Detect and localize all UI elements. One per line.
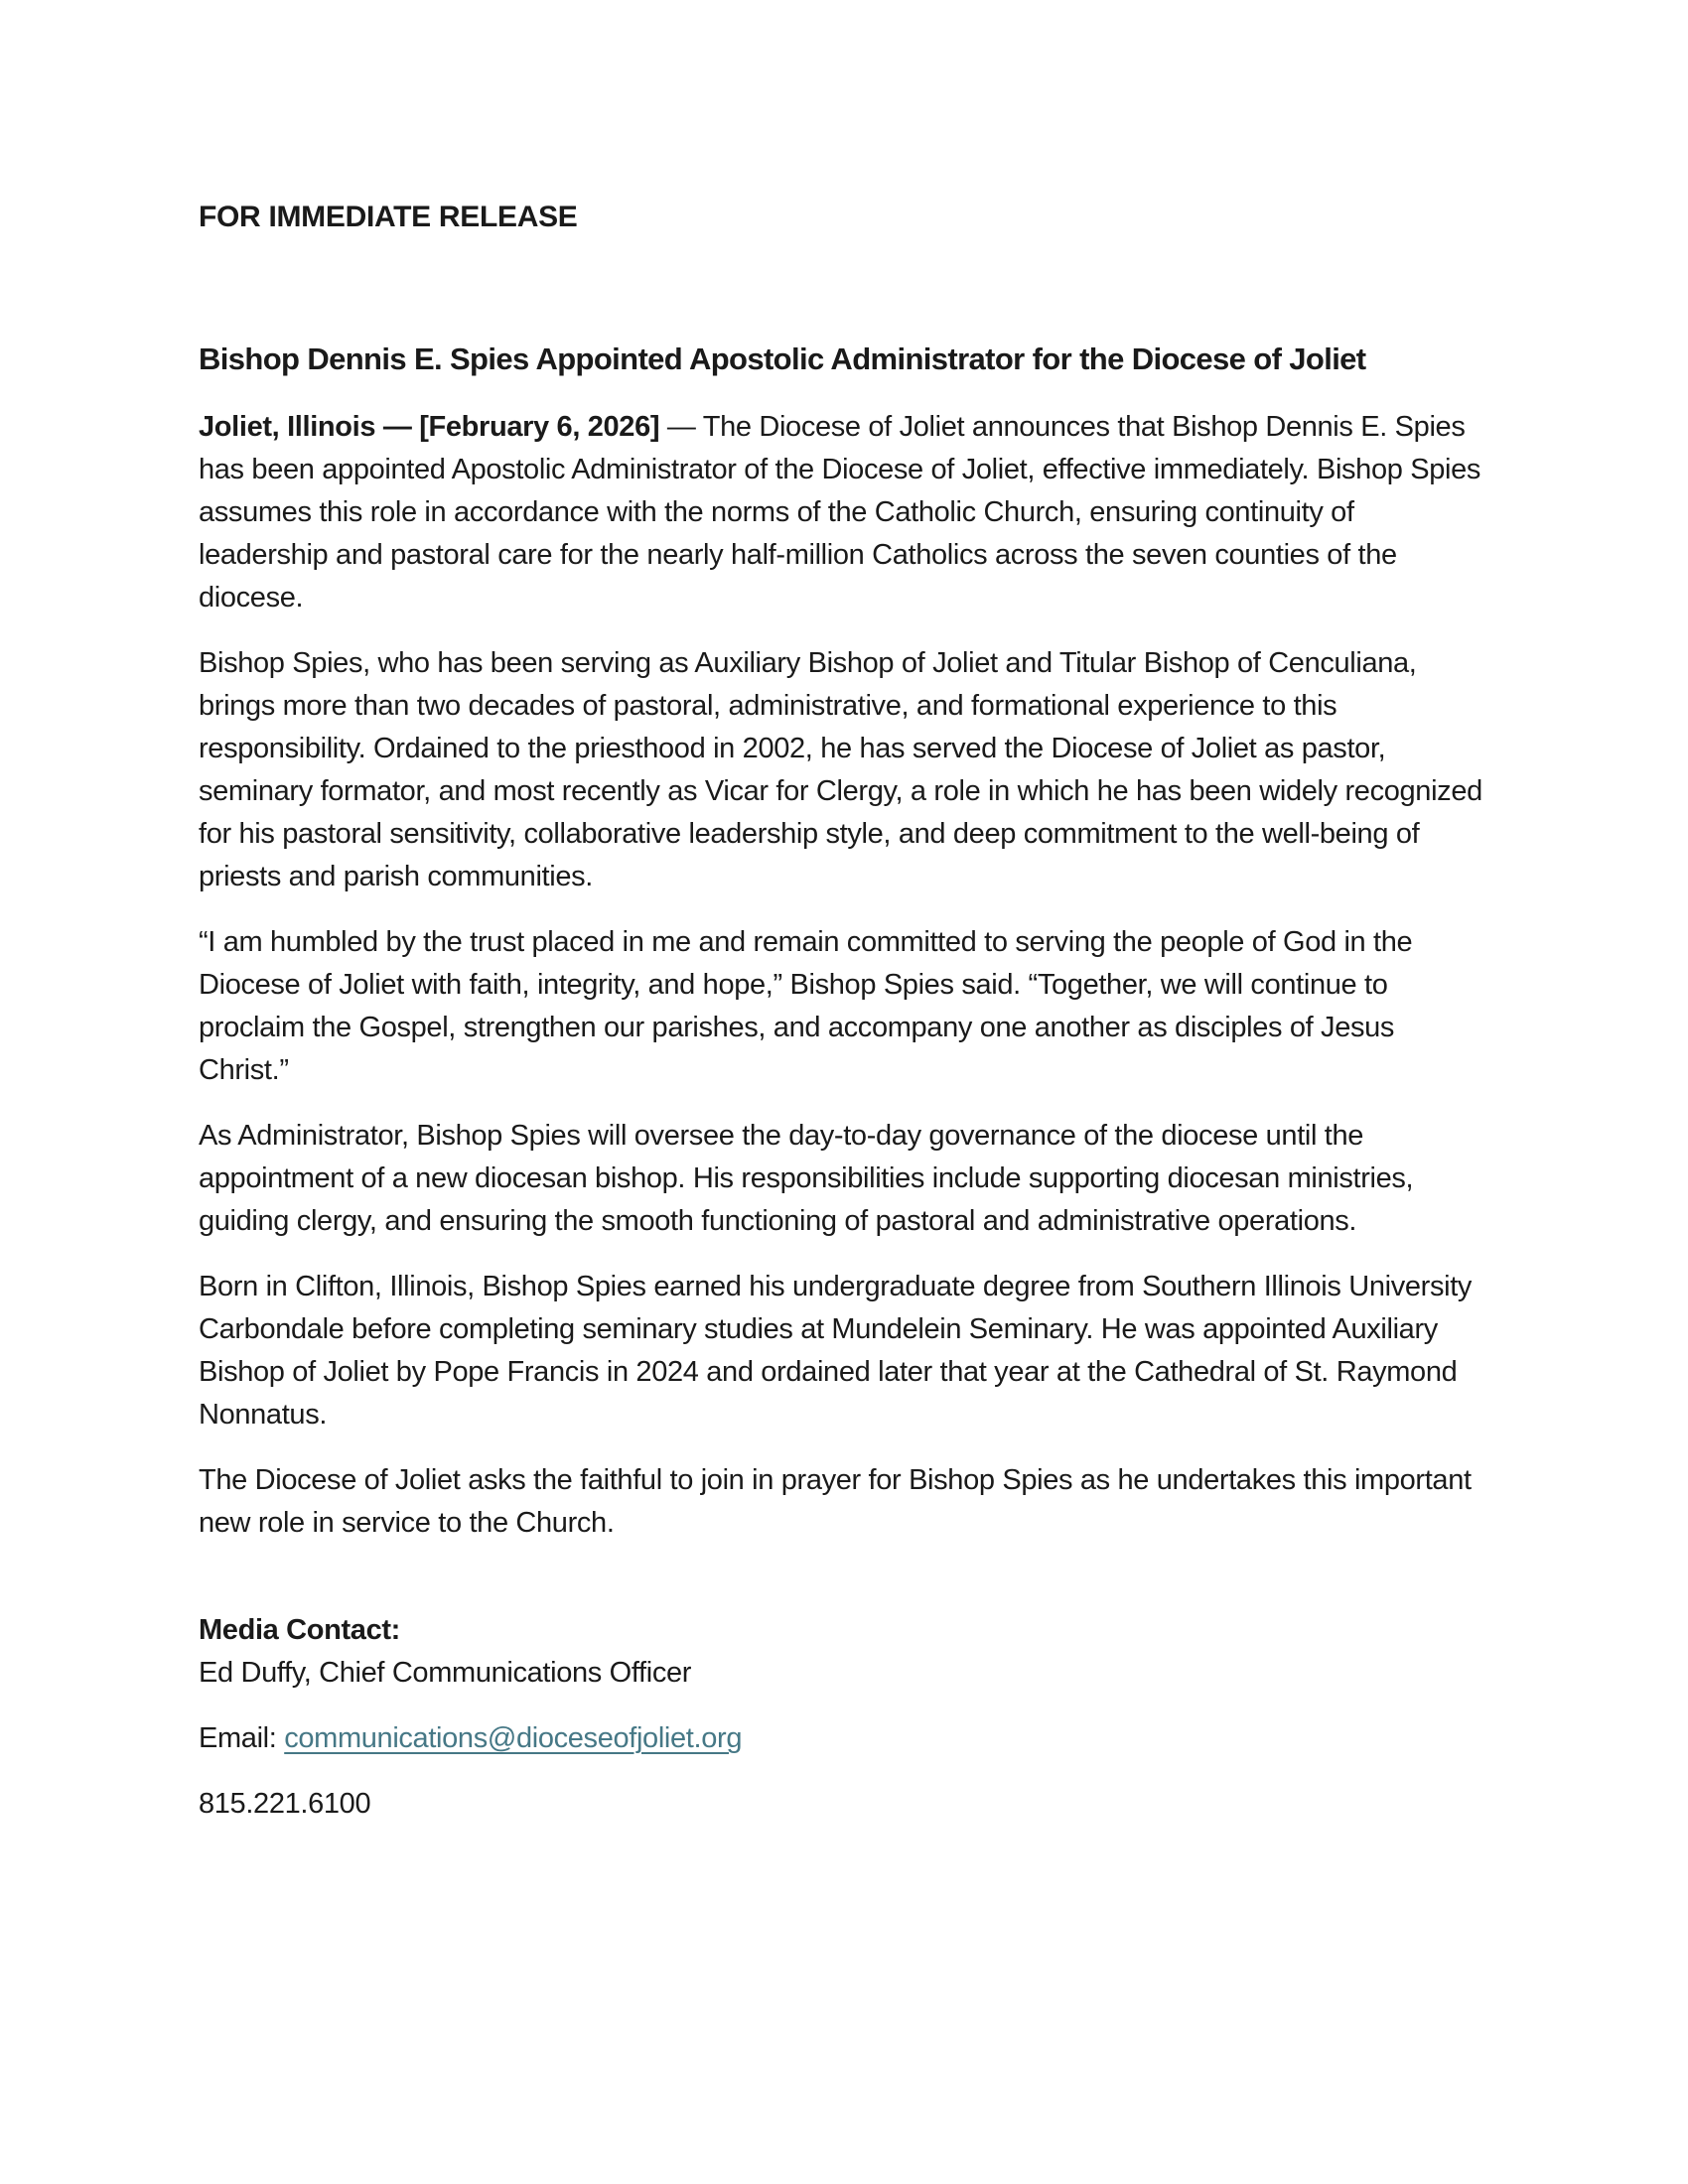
email-link[interactable]: communications@dioceseofjoliet.org bbox=[284, 1722, 743, 1754]
release-tag: FOR IMMEDIATE RELEASE bbox=[199, 201, 578, 233]
email-line bbox=[199, 1717, 1489, 1760]
paragraph-responsibilities: As Administrator, Bishop Spies will oversee the day-to-day governance of the diocese until the appointment of a new diocesan bishop. His responsibilities include supporting diocesan ministries, guiding clergy, and ensuring the smooth functioning of pastoral and administrative operations. bbox=[199, 1120, 1414, 1237]
media-contact-heading: Media Contact: bbox=[199, 1614, 400, 1646]
paragraph-prayer-request: The Diocese of Joliet asks the faithful to join in prayer for Bishop Spies as he undertakes this important new role in service to the Church. bbox=[199, 1464, 1472, 1539]
email-label: Email: bbox=[199, 1722, 285, 1754]
headline: Bishop Dennis E. Spies Appointed Apostolic Administrator for the Diocese of Joliet bbox=[199, 341, 1366, 376]
lead-paragraph bbox=[199, 406, 1489, 619]
phone-number: 815.221.6100 bbox=[199, 1788, 371, 1820]
media-contact-block bbox=[199, 1609, 1489, 1695]
paragraph-background: Bishop Spies, who has been serving as Auxiliary Bishop of Joliet and Titular Bishop of Cenculiana, brings more than two decades of pastoral, administrative, and formational experience to this responsibility. Ordained to the priesthood in 2002, he has served the Diocese of Joliet as pastor, seminary formator, and most recently as Vicar for Clergy, a role in which he has been widely recognized for his pastoral sensitivity, collaborative leadership style, and deep commitment to the well-being of priests and parish communities. bbox=[199, 647, 1482, 892]
dateline: Joliet, Illinois — [February 6, 2026] bbox=[199, 411, 660, 443]
media-contact-name: Ed Duffy, Chief Communications Officer bbox=[199, 1657, 692, 1689]
paragraph-quote: “I am humbled by the trust placed in me and remain committed to serving the people of God in the Diocese of Joliet with faith, integrity, and hope,” Bishop Spies said. “Together, we will continue to proclaim the Gospel, strengthen our parishes, and accompany one another as disciples of Jesus Christ.” bbox=[199, 926, 1413, 1086]
paragraph-biography: Born in Clifton, Illinois, Bishop Spies earned his undergraduate degree from Southern Illinois University Carbondale before completing seminary studies at Mundelein Seminary. He was appointed Auxiliary Bishop of Joliet by Pope Francis in 2024 and ordained later that year at the Cathedral of St. Raymond Nonnatus. bbox=[199, 1271, 1473, 1431]
lead-paragraph-text: — The Diocese of Joliet announces that Bishop Dennis E. Spies has been appointed Apostolic Administrator of the Diocese of Joliet, effective immediately. Bishop Spies assumes this role in accordance with the norms of the Catholic Church, ensuring continuity of leadership and pastoral care for the nearly half-million Catholics across the seven counties of the diocese. bbox=[199, 411, 1481, 614]
